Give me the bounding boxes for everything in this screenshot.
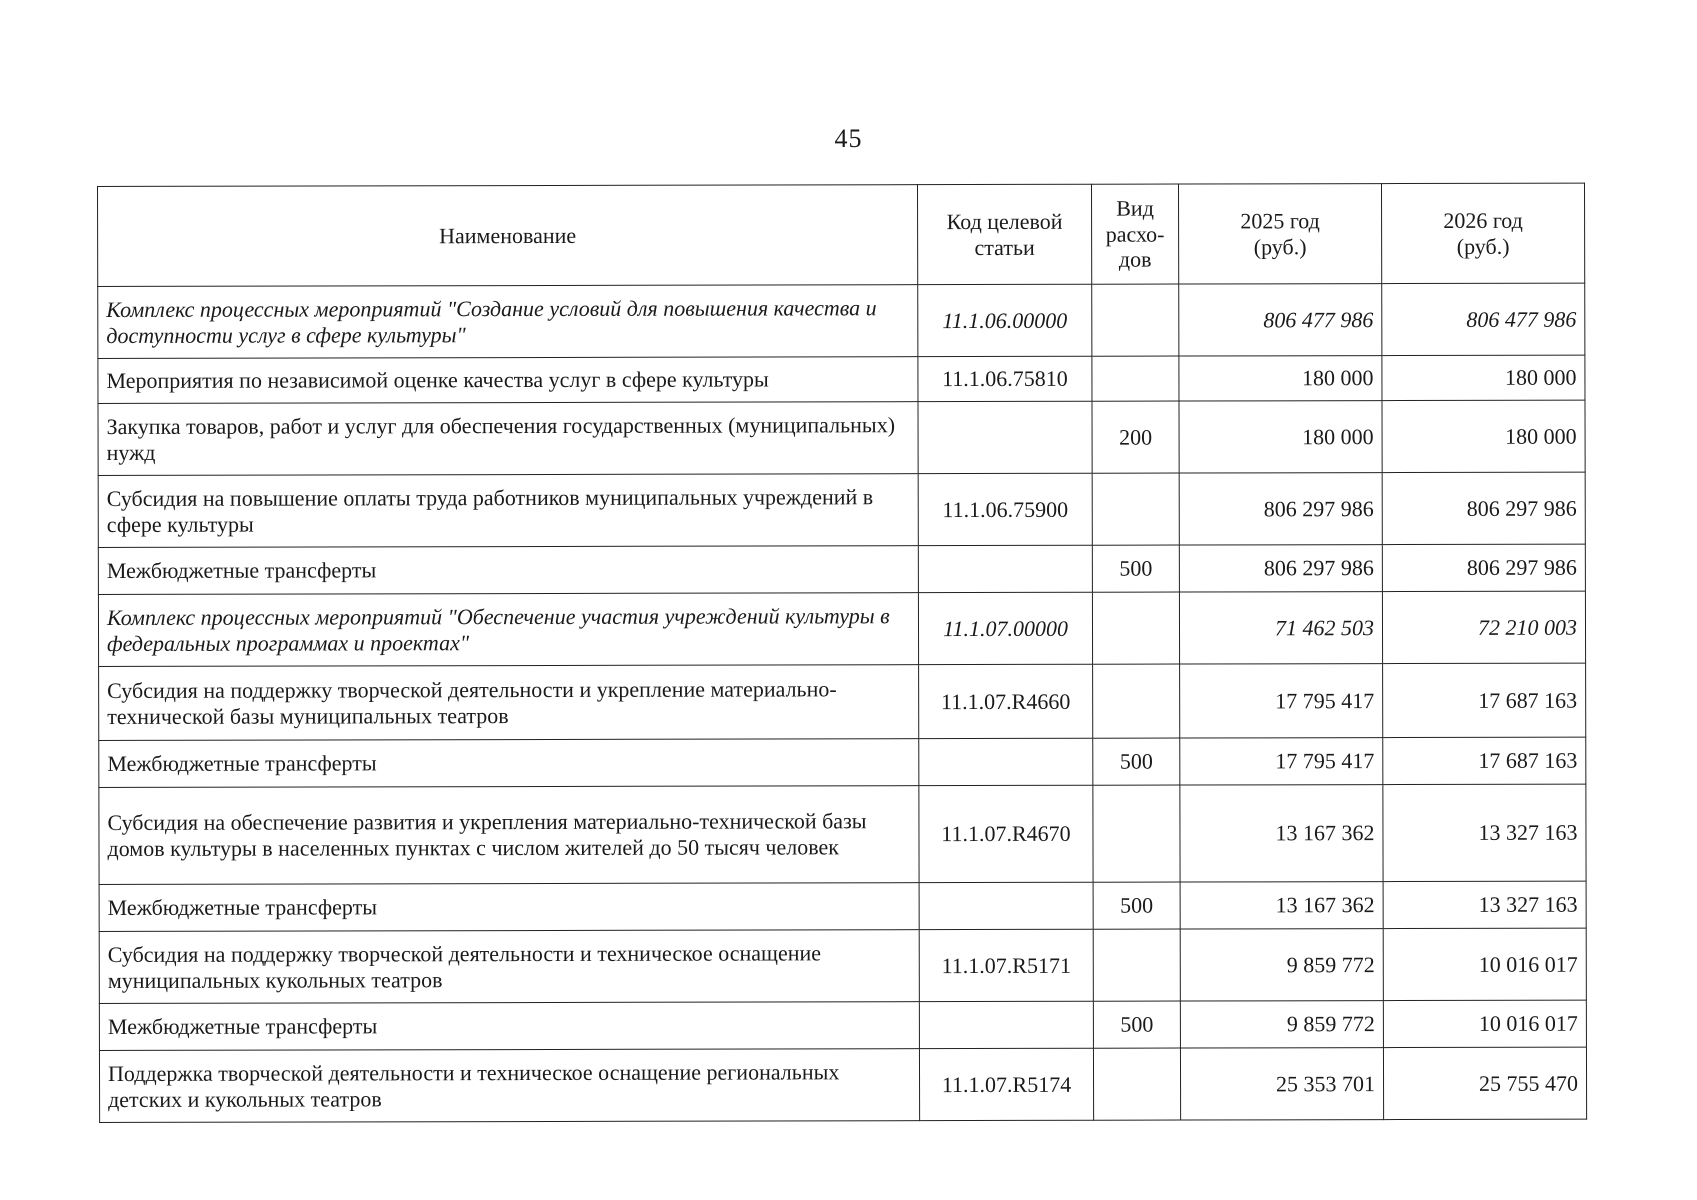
row-amount-2025: 806 477 986 <box>1179 284 1382 356</box>
row-code: 11.1.07.00000 <box>918 592 1092 664</box>
row-amount-2025: 17 795 417 <box>1180 738 1383 785</box>
header-code <box>917 184 1091 284</box>
row-amount-2025: 17 795 417 <box>1180 664 1383 738</box>
table-row <box>98 472 1585 547</box>
table-row <box>98 544 1585 594</box>
row-name: Мероприятия по независимой оценке качества услуг в сфере культуры <box>98 357 918 404</box>
row-code <box>919 1001 1093 1048</box>
page-number: 45 <box>834 124 863 153</box>
header-code-line: статьи <box>974 234 1035 260</box>
row-amount-2026: 10 016 017 <box>1383 1000 1586 1047</box>
row-amount-2026: 10 016 017 <box>1383 928 1586 1000</box>
row-amount-2026: 25 755 470 <box>1383 1047 1586 1119</box>
row-code: 11.1.07.R5171 <box>919 929 1093 1001</box>
row-code: 11.1.06.75900 <box>918 473 1092 545</box>
header-year-line: 2025 год <box>1240 207 1320 233</box>
row-amount-2026: 17 687 163 <box>1383 663 1586 737</box>
row-kind <box>1092 356 1179 401</box>
row-kind <box>1093 785 1180 882</box>
row-name: Межбюджетные трансферты <box>99 739 919 788</box>
row-amount-2025: 806 297 986 <box>1179 473 1382 545</box>
row-name: Межбюджетные трансферты <box>98 546 918 595</box>
table-row <box>99 1000 1586 1050</box>
header-year-line: 2026 год <box>1443 207 1523 233</box>
table-row <box>99 881 1586 931</box>
row-amount-2026: 13 327 163 <box>1383 784 1586 881</box>
row-amount-2025: 180 000 <box>1179 356 1382 401</box>
row-amount-2025: 71 462 503 <box>1179 592 1382 664</box>
row-amount-2025: 13 167 362 <box>1180 785 1383 882</box>
row-amount-2026: 806 477 986 <box>1382 283 1585 355</box>
row-name: Межбюджетные трансферты <box>99 1002 919 1051</box>
row-code: 11.1.07.R4660 <box>919 664 1093 738</box>
header-year-line: (руб.) <box>1456 233 1510 259</box>
row-name: Субсидия на повышение оплаты труда работников муниципальных учреждений в сфере культуры <box>98 474 918 548</box>
row-kind <box>1092 592 1179 664</box>
table-row <box>98 283 1585 358</box>
table-row <box>99 928 1586 1003</box>
row-amount-2026: 13 327 163 <box>1383 881 1586 928</box>
budget-table-container <box>97 183 1586 1123</box>
row-code: 11.1.06.75810 <box>918 356 1092 401</box>
row-kind <box>1093 929 1180 1001</box>
table-row <box>98 400 1585 475</box>
row-name: Субсидия на обеспечение развития и укрепления материально-технической базы домов культуры в населенных пунктах с числом жителей до 50 тысяч человек <box>99 786 919 885</box>
budget-table <box>97 183 1587 1123</box>
row-amount-2025: 13 167 362 <box>1180 882 1383 929</box>
row-amount-2025: 9 859 772 <box>1180 1001 1383 1048</box>
header-year-line: (руб.) <box>1253 233 1307 259</box>
row-amount-2026: 180 000 <box>1382 355 1585 400</box>
row-kind: 500 <box>1093 882 1180 929</box>
row-name: Закупка товаров, работ и услуг для обеспечения государственных (муниципальных) нужд <box>98 402 918 476</box>
table-row <box>98 355 1585 403</box>
table-header-row <box>98 183 1585 286</box>
header-year-2026 <box>1381 183 1584 283</box>
row-kind <box>1092 473 1179 545</box>
row-amount-2025: 25 353 701 <box>1180 1048 1383 1120</box>
row-amount-2026: 180 000 <box>1382 400 1585 472</box>
row-kind <box>1093 664 1180 738</box>
table-row <box>99 784 1586 884</box>
row-name: Комплекс процессных мероприятий "Создание условий для повышения качества и доступности услуг в сфере культуры" <box>98 285 918 359</box>
header-kind-line: расхо- <box>1105 221 1165 247</box>
header-kind <box>1091 184 1178 284</box>
row-amount-2026: 806 297 986 <box>1382 472 1585 544</box>
header-kind-line: Вид <box>1116 195 1154 221</box>
row-kind: 500 <box>1093 1001 1180 1048</box>
row-code <box>919 882 1093 929</box>
row-kind: 200 <box>1092 401 1179 473</box>
table-row <box>99 1047 1586 1122</box>
row-amount-2026: 806 297 986 <box>1382 544 1585 591</box>
header-code-line: Код целевой <box>946 208 1063 234</box>
header-kind-line: дов <box>1118 247 1152 273</box>
table-row <box>99 663 1586 740</box>
row-kind: 500 <box>1093 738 1180 785</box>
row-amount-2025: 180 000 <box>1179 401 1382 473</box>
row-kind: 500 <box>1092 545 1179 592</box>
row-amount-2026: 17 687 163 <box>1383 737 1586 784</box>
row-code <box>919 738 1093 785</box>
row-name: Комплекс процессных мероприятий "Обеспечение участия учреждений культуры в федеральных программах и проектах" <box>98 593 918 667</box>
row-code: 11.1.06.00000 <box>918 284 1092 356</box>
row-name: Межбюджетные трансферты <box>99 883 919 932</box>
row-name: Субсидия на поддержку творческой деятельности и укрепление материально-технической базы муниципальных театров <box>99 665 919 741</box>
table-row <box>99 737 1586 787</box>
row-code <box>918 401 1092 473</box>
row-name: Поддержка творческой деятельности и техническое оснащение региональных детских и кукольных театров <box>99 1049 919 1123</box>
table-row <box>98 591 1585 666</box>
row-amount-2025: 9 859 772 <box>1180 929 1383 1001</box>
header-year-2025 <box>1178 184 1381 284</box>
row-code <box>918 545 1092 592</box>
row-code: 11.1.07.R4670 <box>919 785 1093 882</box>
row-name: Субсидия на поддержку творческой деятельности и техническое оснащение муниципальных кукольных театров <box>99 930 919 1004</box>
row-amount-2026: 72 210 003 <box>1382 591 1585 663</box>
row-code: 11.1.07.R5174 <box>919 1048 1093 1120</box>
row-kind <box>1093 1048 1180 1120</box>
row-kind <box>1092 284 1179 356</box>
row-amount-2025: 806 297 986 <box>1179 545 1382 592</box>
header-name: Наименование <box>98 185 918 287</box>
